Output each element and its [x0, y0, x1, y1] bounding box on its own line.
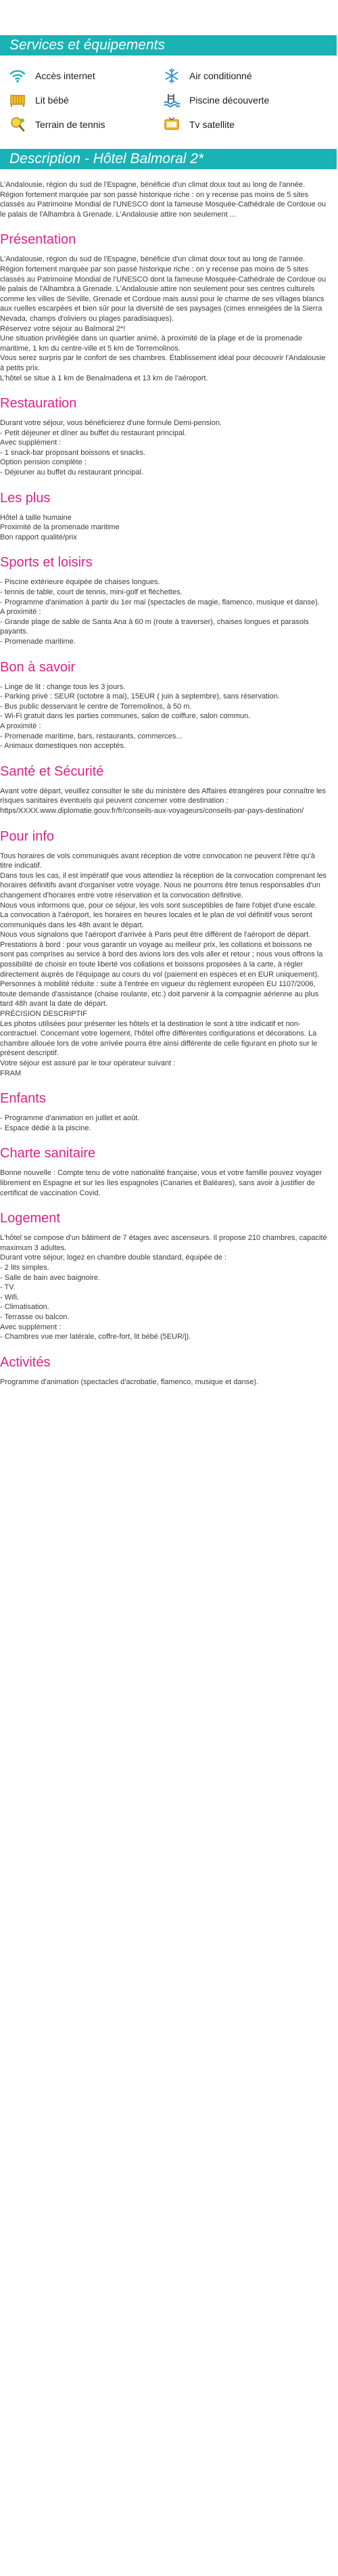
sports-line: - Grande plage de sable de Santa Ana à 60 m (route à traverser), chaises longues et parasols payants.: [0, 617, 309, 636]
logement-line: Avec supplément :: [0, 1323, 62, 1331]
section-title-plus: Les plus: [0, 490, 51, 506]
logement-line: - 2 lits simples.: [0, 1263, 49, 1272]
services-title: Services et équipements: [9, 37, 165, 53]
logement-paragraph: Durant votre séjour, logez en chambre double standard, équipée de :: [0, 1253, 227, 1262]
sports-line: A proximité :: [0, 608, 41, 617]
section-title-logement: Logement: [0, 1211, 60, 1226]
service-label: Terrain de tennis: [35, 118, 105, 130]
service-tennis: [8, 115, 162, 134]
sports-line: - Programme d'animation à partir du 1er mai (spectacles de magie, flamenco, musique et danse).: [0, 598, 320, 606]
plus-line: Hôtel à taille humaine: [0, 513, 72, 522]
sports-line: - tennis de table, court de tennis, mini-golf et fléchettes.: [0, 588, 183, 597]
section-title-activites: Activités: [0, 1354, 51, 1370]
section-title-restauration: Restauration: [0, 396, 77, 412]
info-paragraph: Prestations à bord : pour vous garantir un voyage au meilleur prix, les collations et boissons ne sont pas comprises au service à bord des avions lors des vols aller et retour ; nous vous offrons la possibilité de choisir en toute liberté vos collations et boissons proposées à la carte, à régler directement auprès de l'équipage au cours du vol (paiement en espèces et en EUR uniquement).: [0, 940, 323, 979]
charte-paragraph: Bonne nouvelle : Compte tenu de votre nationalité française, vous et votre famille pouvez voyager librement en Espagne et sur les îles espagnoles (Canaries et Baléares), sans avoir à justifier de certificat de vaccination Covid.: [0, 1169, 322, 1197]
info-paragraph: Nous vous signalons que l'aéroport d'arrivée à Paris peut être différent de l'aéroport de départ.: [0, 931, 311, 939]
enfants-line: - Espace dédié à la piscine.: [0, 1124, 91, 1132]
enfants-line: - Programme d'animation en juillet et août.: [0, 1114, 140, 1123]
restauration-line: - Déjeuner au buffet du restaurant principal.: [0, 468, 143, 477]
savoir-line: - Parking privé : SEUR (octobre à mai), 15EUR ( juin à septembre), sans réservation.: [0, 692, 280, 701]
description-intro: L'Andalousie, région du sud de l'Espagne, bénéficie d'un climat doux tout au long de l'année. Région fortement marquée par son passé historique riche : on y recense pas moins de 5 sites classés au Patrimoine Mondial de l'UNESCO dont la fameuse Mosquée-Cathédrale de Cordoue ou le palais de l'Alhambra à Grenade. L'Andalousie attire non seulement ...: [0, 181, 327, 219]
section-title-sante: Santé et Sécurité: [0, 763, 104, 779]
info-paragraph: Votre séjour est assuré par le tour opérateur suivant :: [0, 1059, 176, 1067]
logement-line: - Chambres vue mer latérale, coffre-fort, lit bébé (5EUR/j).: [0, 1333, 191, 1341]
presentation-paragraph: Vous serez surpris par le confort de ses chambres. Établissement idéal pour découvrir l'Andalousie à petits prix.: [0, 354, 326, 372]
services-banner: [0, 35, 337, 55]
section-title-savoir: Bon à savoir: [0, 659, 76, 675]
logement-line: - Terrasse ou balcon.: [0, 1312, 70, 1321]
section-title-charte: Charte sanitaire: [0, 1146, 96, 1161]
savoir-line: - Bus public desservant le centre de Torremolinos, à 50 m.: [0, 702, 192, 711]
service-tv: [162, 115, 316, 134]
sports-line: - Piscine extérieure équipée de chaises longues.: [0, 578, 160, 587]
restauration-line: - 1 snack-bar proposant boissons et snacks.: [0, 448, 146, 457]
sante-paragraph: Avant votre départ, veuillez consulter le site du ministère des Affaires étrangères pour connaître les risques sanitaires éventuels qui peuvent concerner votre destination : https/XXXX.www.diplomatie.gouv.fr/fr/conseils-aux-voyageurs/conseils-par-pays-destination/: [0, 786, 327, 815]
info-paragraph: La convocation à l'aéroport, les horaires en heures locales et le plan de vol définitif vous seront communiqués dans les 48h avant le départ.: [0, 911, 312, 929]
presentation-paragraph: L'hôtel se situe à 1 km de Benalmadena et 13 km de l'aéroport.: [0, 374, 208, 382]
section-title-sports: Sports et loisirs: [0, 555, 93, 571]
tennis-icon: [8, 115, 27, 134]
savoir-line: A proximité :: [0, 721, 41, 730]
wifi-icon: [8, 66, 27, 85]
service-internet: [8, 66, 162, 85]
section-title-enfants: Enfants: [0, 1091, 46, 1107]
info-paragraph: FRAM: [0, 1069, 22, 1078]
savoir-line: - Promenade maritime, bars, restaurants, commerces...: [0, 732, 183, 740]
service-label: Piscine découverte: [189, 94, 270, 106]
snowflake-icon: [162, 66, 181, 85]
section-title-presentation: Présentation: [0, 232, 76, 248]
restauration-line: Avec supplément :: [0, 439, 62, 447]
plus-line: Bon rapport qualité/prix: [0, 533, 77, 541]
tv-icon: [162, 115, 181, 134]
service-label: Air conditionné: [189, 70, 252, 81]
sports-line: - Promenade maritime.: [0, 638, 76, 646]
savoir-line: - Animaux domestiques non acceptés.: [0, 742, 126, 751]
savoir-line: - Linge de lit : change tous les 3 jours.: [0, 682, 126, 691]
services-grid: [0, 55, 327, 131]
description-content: [0, 169, 327, 1387]
plus-line: Proximité de la promenade maritime: [0, 523, 120, 532]
restauration-paragraph: - Petit déjeuner et dîner au buffet du restaurant principal.: [0, 428, 187, 437]
info-paragraph: PRÉCISION DESCRIPTIF: [0, 1010, 87, 1019]
info-paragraph: Nous vous informons que, pour ce séjour, les vols sont susceptibles de faire l'objet d'une escale.: [0, 901, 317, 910]
service-label: Lit bébé: [35, 94, 69, 106]
savoir-line: - Wi-Fi gratuit dans les parties communes, salon de coiffure, salon commun.: [0, 712, 251, 721]
description-title: Description - Hôtel Balmoral 2*: [9, 151, 204, 166]
service-air: [162, 66, 316, 85]
logement-line: - TV.: [0, 1283, 16, 1292]
info-paragraph: Les photos utilisées pour présenter les hôtels et la destination le sont à titre indicatif et non-contractuel. Concernant votre logement, l'hôtel offre différentes configurations et décorations. La chambre allouée lors de votre arrivée pourra être ainsi différente de celle figurant en photo sur le présent descriptif.: [0, 1019, 318, 1058]
crib-icon: [8, 91, 27, 110]
service-label: Accès internet: [35, 70, 95, 81]
service-crib: [8, 91, 162, 110]
description-banner: [0, 149, 337, 169]
pool-icon: [162, 91, 181, 110]
info-paragraph: Tous horaires de vols communiqués avant réception de votre convocation ne peuvent l'être qu'à titre indicatif.: [0, 851, 315, 870]
logement-paragraph: L'hôtel se compose d'un bâtiment de 7 étages avec ascenseurs. Il propose 210 chambres, capacité maximum 3 adultes.: [0, 1234, 327, 1252]
restauration-paragraph: Durant votre séjour, vous bénéficierez d'une formule Demi-pension.: [0, 419, 222, 428]
presentation-paragraph: Réservez votre séjour au Balmoral 2*!: [0, 324, 126, 333]
activites-paragraph: Programme d'animation (spectacles d'acrobatie, flamenco, musique et danse).: [0, 1377, 259, 1386]
logement-line: - Climatisation.: [0, 1303, 49, 1312]
info-paragraph: Personnes à mobilité réduite : suite à l'entrée en vigueur du règlement européen EU 1107/2006, toute demande d'assistance (chaise roulante, etc.) doit parvenir à la compagnie aérienne au plus tard 48h avant la date de départ.: [0, 980, 319, 1008]
restauration-line: Option pension complète :: [0, 458, 87, 467]
logement-line: - Wifi.: [0, 1293, 20, 1302]
section-title-info: Pour info: [0, 828, 55, 844]
presentation-paragraph: Une situation privilégiée dans un quartier animé, à proximité de la plage et de la promenade maritime, 1 km du centre-ville et 5 km de Torremolinos.: [0, 334, 302, 353]
info-paragraph: Dans tous les cas, il est impératif que vous attendiez la réception de la convocation comprenant les horaires définitifs avant d'organiser votre voyage. Nous ne pourrons être tenus responsables d'un changement d'horaires entre votre réservation et la convocation définitive.: [0, 871, 327, 900]
logement-line: - Salle de bain avec baignoire.: [0, 1273, 100, 1282]
service-label: Tv satellite: [189, 118, 235, 130]
presentation-paragraph: L'Andalousie, région du sud de l'Espagne, bénéficie d'un climat doux tout au long de l'année. Région fortement marquée par son passé historique riche : on y recense pas moins de 5 sites classés au Patrimoine Mondial de l'UNESCO dont la fameuse Mosquée-Cathédrale de Cordoue ou le palais de l'Alhambra à Grenade. L'Andalousie attire non seulement pour ses centres culturels comme les villes de Séville, Grenade et Cordoue mais aussi pour le charme de ses villages blancs aux ruelles escarpées et bien sûr pour la diversité de ses paysages (cimes enneigées de la Sierra Nevada, champs d'oliviers ou plages paradisiaques).: [0, 255, 327, 323]
service-pool: [162, 91, 316, 110]
